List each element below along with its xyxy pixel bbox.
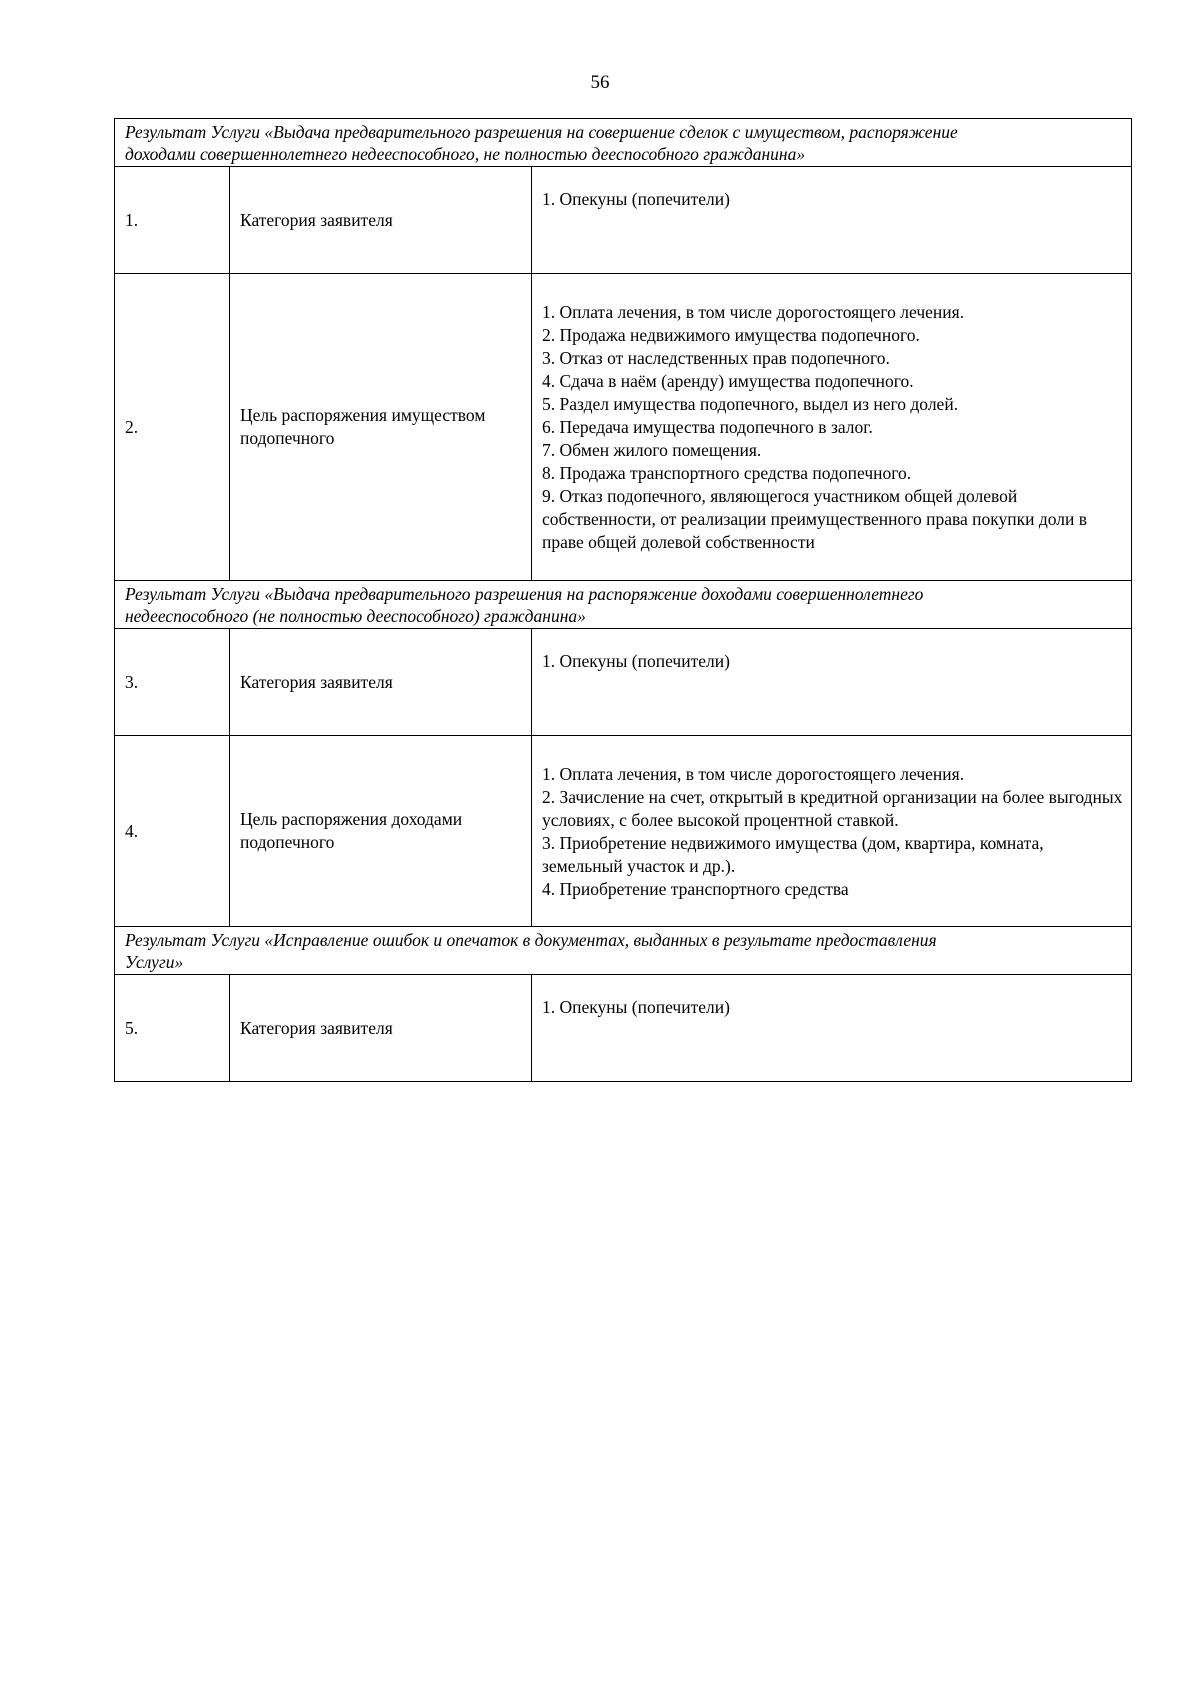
table-row (115, 736, 1132, 927)
list-item: 9. Отказ подопечного, являющегося участником общей долевой собственности, от реализации преимущественного права покупки доли в праве общей долевой собственности (542, 486, 1088, 552)
table-row (115, 274, 1132, 581)
list-item: 8. Продажа транспортного средства подопечного. (542, 463, 912, 483)
section-title (115, 581, 1132, 629)
row-value (532, 629, 1132, 736)
section-title (115, 119, 1132, 167)
list-item: 1. Оплата лечения, в том числе дорогостоящего лечения. (542, 302, 965, 322)
list-item: 4. Приобретение транспортного средства (542, 879, 849, 899)
row-label: Категория заявителя (230, 975, 532, 1082)
table-row (115, 975, 1132, 1082)
row-number: 4. (115, 736, 230, 927)
section-title-line: недееспособного (не полностью дееспособного) гражданина» (125, 606, 586, 626)
services-table (114, 118, 1132, 1082)
table-row (115, 629, 1132, 736)
row-value (532, 167, 1132, 274)
list-item: 1. Оплата лечения, в том числе дорогостоящего лечения. (542, 764, 965, 784)
section-title-line: Результат Услуги «Выдача предварительного разрешения на совершение сделок с имуществом, распоряжение (125, 122, 958, 142)
row-value (532, 975, 1132, 1082)
row-label: Цель распоряжения доходами подопечного (230, 736, 532, 927)
row-value (532, 736, 1132, 927)
list-item: 1. Опекуны (попечители) (542, 997, 730, 1017)
page-number: 56 (590, 72, 610, 93)
row-number: 1. (115, 167, 230, 274)
list-item: 3. Отказ от наследственных прав подопечного. (542, 348, 890, 368)
row-label: Категория заявителя (230, 629, 532, 736)
list-item: 4. Сдача в наём (аренду) имущества подопечного. (542, 371, 914, 391)
section-title-line: доходами совершеннолетнего недееспособного, не полностью дееспособного гражданина» (125, 144, 806, 164)
list-item: 3. Приобретение недвижимого имущества (дом, квартира, комната, земельный участок и др.). (542, 833, 1044, 876)
section-title-line: Результат Услуги «Исправление ошибок и опечаток в документах, выданных в результате предоставления (125, 930, 937, 950)
row-number: 3. (115, 629, 230, 736)
list-item: 5. Раздел имущества подопечного, выдел из него долей. (542, 394, 959, 414)
section-header-row (115, 581, 1132, 629)
list-item: 7. Обмен жилого помещения. (542, 440, 762, 460)
row-value (532, 274, 1132, 581)
row-label: Цель распоряжения имуществом подопечного (230, 274, 532, 581)
row-number: 2. (115, 274, 230, 581)
row-number: 5. (115, 975, 230, 1082)
list-item: 6. Передача имущества подопечного в залог. (542, 417, 873, 437)
section-header-row (115, 927, 1132, 975)
row-label: Категория заявителя (230, 167, 532, 274)
list-item: 1. Опекуны (попечители) (542, 651, 730, 671)
section-title-line: Результат Услуги «Выдача предварительного разрешения на распоряжение доходами совершеннолетнего (125, 584, 924, 604)
list-item: 2. Продажа недвижимого имущества подопечного. (542, 325, 920, 345)
table-row (115, 167, 1132, 274)
list-item: 1. Опекуны (попечители) (542, 189, 730, 209)
section-title (115, 927, 1132, 975)
section-header-row (115, 119, 1132, 167)
list-item: 2. Зачисление на счет, открытый в кредитной организации на более выгодных условиях, с более высокой процентной ставкой. (542, 787, 1123, 830)
section-title-line: Услуги» (125, 952, 184, 972)
